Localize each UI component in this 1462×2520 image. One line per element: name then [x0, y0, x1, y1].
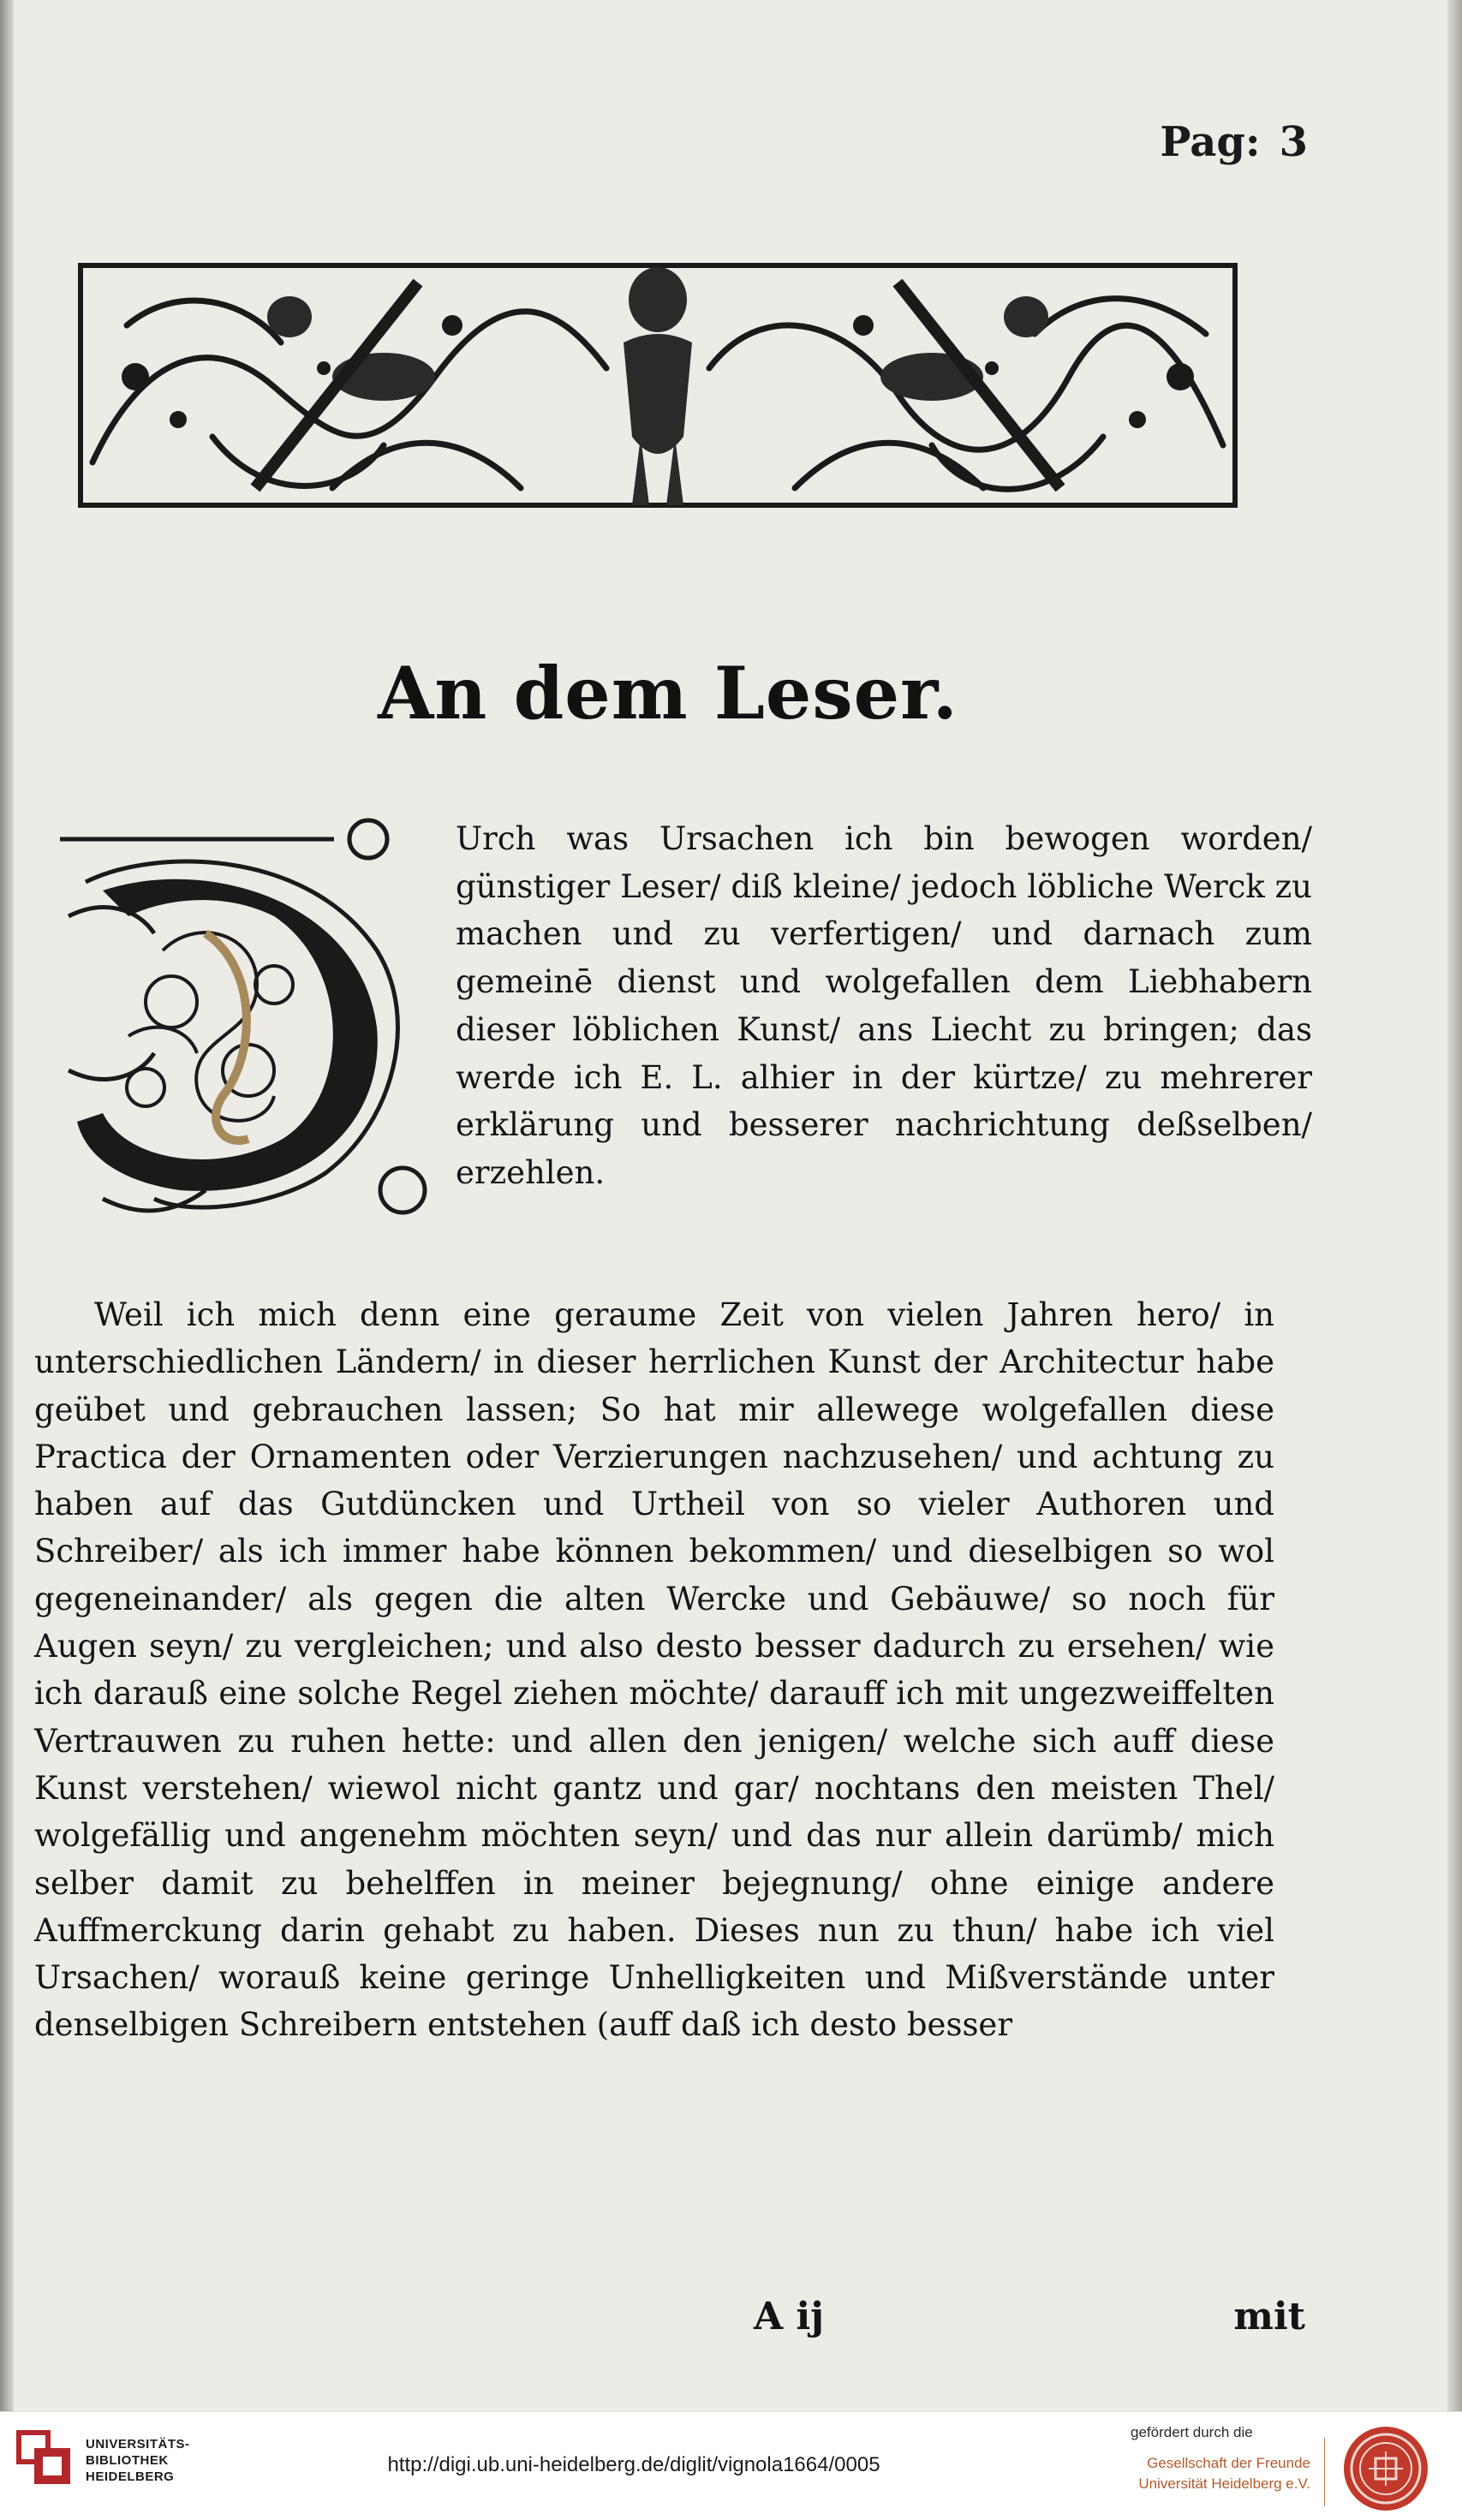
page-number-value: 3: [1279, 118, 1308, 166]
decorated-initial-d-icon: [51, 813, 437, 1233]
library-name-line: UNIVERSITÄTS-: [86, 2437, 190, 2451]
sponsor-name-line: Universität Heidelberg e.V.: [1138, 2475, 1310, 2492]
sponsor-name-line: Gesellschaft der Freunde: [1147, 2455, 1310, 2471]
decorative-headpiece-icon: [75, 248, 1240, 531]
university-seal-icon: [1341, 2424, 1430, 2513]
library-name-line: BIBLIOTHEK: [86, 2453, 169, 2468]
page-label: Pag:: [1160, 118, 1261, 166]
permalink-url[interactable]: http://digi.ub.uni-heidelberg.de/diglit/vignola1664/0005: [387, 2453, 880, 2476]
sponsor-name: [1131, 2453, 1310, 2494]
library-name-line: HEIDELBERG: [86, 2469, 175, 2484]
paragraph-1: Urch was Ursachen ich bin bewogen worden/ günstiger Leser/ diß kleine/ jedoch löbliche Werck zu machen und zu verfertigen/ und darnach zum gemeinē dienst und wolgefallen dem Liebhabern dieser löblichen Kunst/ ans Liecht zu bringen; das werde ich E. L. alhier in der kürtze/ zu mehrerer erklärung und besserer nachrichtung deßselben/ erzehlen.: [456, 820, 1312, 1191]
signature-mark: A ij: [754, 2295, 825, 2338]
sponsor-label: gefördert durch die: [1131, 2424, 1253, 2440]
footer-bar: [0, 2411, 1462, 2520]
page-number: [1160, 118, 1308, 166]
paragraph-2: Weil ich mich denn eine geraume Zeit von vielen Jahren hero/ in unterschiedlichen Ländern/ in dieser herrlichen Kunst der Architectur habe geübet und gebrauchen lassen; So hat mir allewege wolgefallen diese Practica der Ornamenten oder Verzierungen nachzusehen/ und achtung zu haben auf das Gutdüncken und Urtheil von so vieler Authoren und Schreiber/ als ich immer habe können bekommen/ und dieselbigen so wol gegeneinander/ als gegen die alten Wercke und Gebäuwe/ so noch für Augen seyn/ zu vergleichen; und also desto besser dadurch zu ersehen/ wie ich darauß eine solche Regel ziehen möchte/ darauff ich mit ungezweiffelten Vertrauwen zu ruhen hette: und allen den jenigen/ welche sich auff diese Kunst verstehen/ wiewol nicht gantz und gar/ nochtans den meisten Thel/ wolgefällig und angenehm möchten seyn/ und das nur allein darümb/ mich selber damit zu behelffen in meiner bejegnung/ ohne einige andere Auffmerckung darin gehabt zu haben. Dieses nun zu thun/ habe ich viel Ursachen/ worauß keine geringe Unhelligkeiten und Mißverstände unter denselbigen Schreibern entstehen (auff daß ich desto besser: [34, 1296, 1274, 2044]
page-edge-right: [1447, 0, 1462, 2411]
page-title: An dem Leser.: [378, 651, 958, 736]
footer-divider: [1324, 2438, 1325, 2506]
page-edge-left: [0, 0, 14, 2411]
catchword: mit: [1233, 2295, 1305, 2338]
